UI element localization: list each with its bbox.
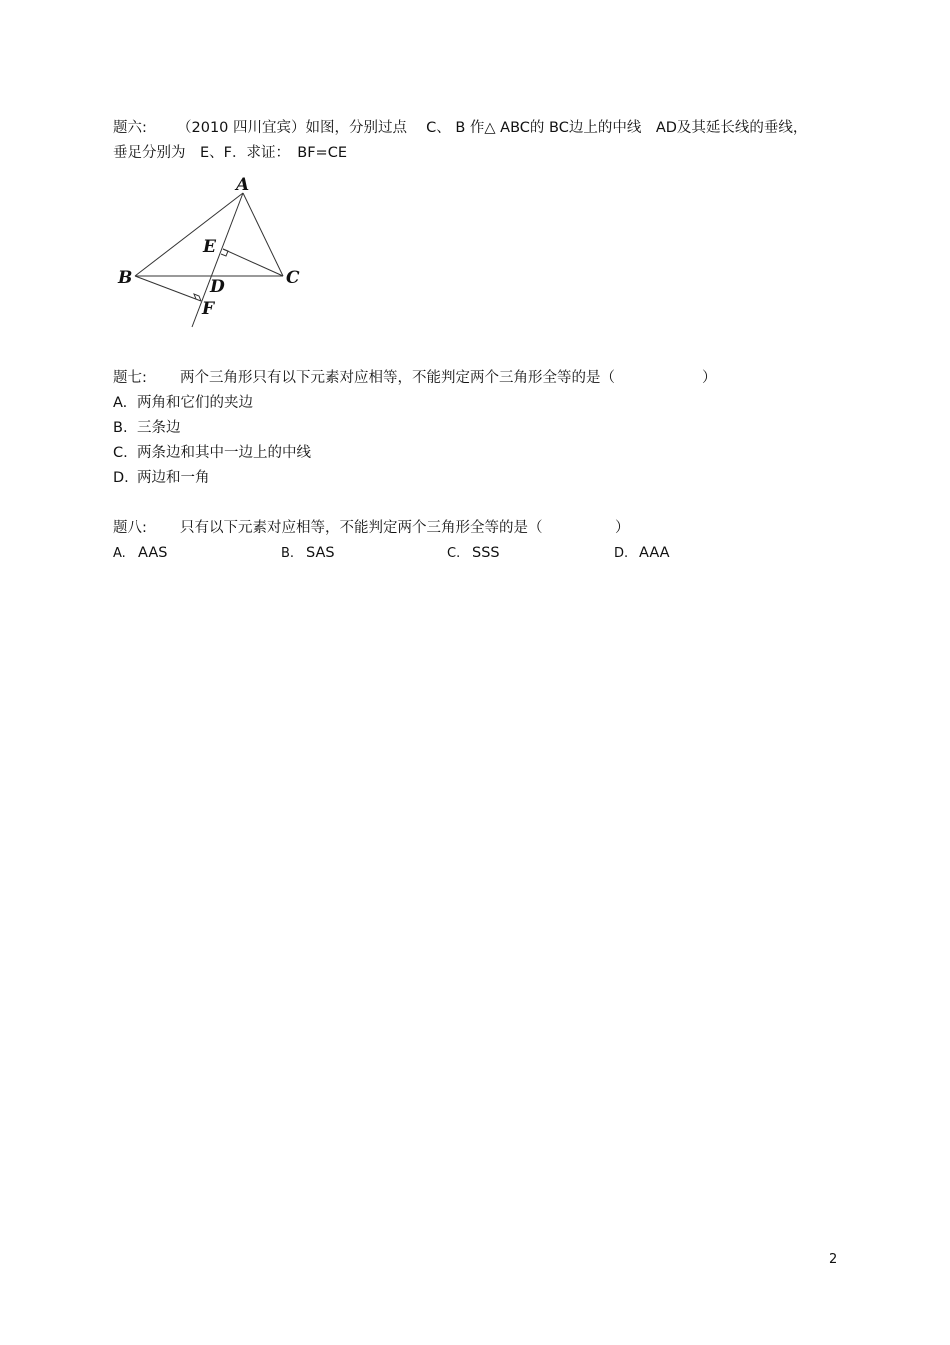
point-label-e: E [203, 237, 216, 257]
q8-option-d [614, 543, 670, 564]
q8-option-key: A. [113, 546, 126, 561]
q8-option-text: AAA [639, 545, 670, 561]
perpendicular-bf [135, 276, 201, 301]
q6-line1 [113, 118, 807, 138]
q8-option-text: SSS [472, 545, 500, 561]
vertex-label-a: A [236, 175, 250, 195]
point-label-f: F [202, 299, 215, 319]
q7-option-key: B. [113, 420, 128, 436]
q7-option-key: C. [113, 445, 128, 461]
q8-label: 题八: [113, 520, 147, 536]
q8-option-key: C. [447, 546, 461, 561]
q8-stem-line [113, 518, 630, 538]
q7-option-text: 三条边 [137, 420, 181, 436]
q8-option-a [113, 543, 167, 564]
q7-option-text: 两条边和其中一边上的中线 [137, 445, 311, 461]
q7-stem: 两个三角形只有以下元素对应相等，不能判定两个三角形全等的是（ ） [180, 370, 717, 386]
perpendicular-ce [223, 249, 283, 276]
q6-label: 题六: [113, 120, 147, 136]
q8-option-key: B. [281, 546, 295, 561]
point-label-d: D [210, 277, 225, 297]
q7-option-text: 两角和它们的夹边 [137, 395, 253, 411]
q7-option-c [113, 443, 311, 463]
q6-stem-line1: （2010 四川宜宾）如图，分别过点 C、 B 作△ ABC的 BC边上的中线 AD及其延长线的垂线， [177, 120, 808, 136]
q8-option-text: SAS [306, 545, 335, 561]
q7-option-text: 两边和一角 [137, 470, 210, 486]
q7-option-d [113, 468, 210, 488]
q8-option-text: AAS [138, 545, 168, 561]
side-ac [243, 193, 283, 276]
triangle-figure [110, 170, 310, 330]
vertex-label-b: B [118, 268, 133, 288]
right-angle-mark-e [221, 249, 228, 256]
q8-option-b [281, 543, 335, 564]
q7-stem-line [113, 368, 717, 388]
q8-option-c [447, 543, 500, 564]
q7-option-key: A. [113, 395, 128, 411]
q8-option-key: D. [614, 546, 629, 561]
q8-stem: 只有以下元素对应相等，不能判定两个三角形全等的是（ ） [180, 520, 630, 536]
q7-option-key: D. [113, 470, 129, 486]
vertex-label-c: C [286, 268, 300, 288]
q7-option-a [113, 393, 253, 413]
q6-line2: 垂足分别为 E、F．求证： BF=CE [113, 145, 347, 161]
page-number: 2 [829, 1252, 838, 1267]
q7-option-b [113, 418, 181, 438]
q7-label: 题七: [113, 370, 147, 386]
